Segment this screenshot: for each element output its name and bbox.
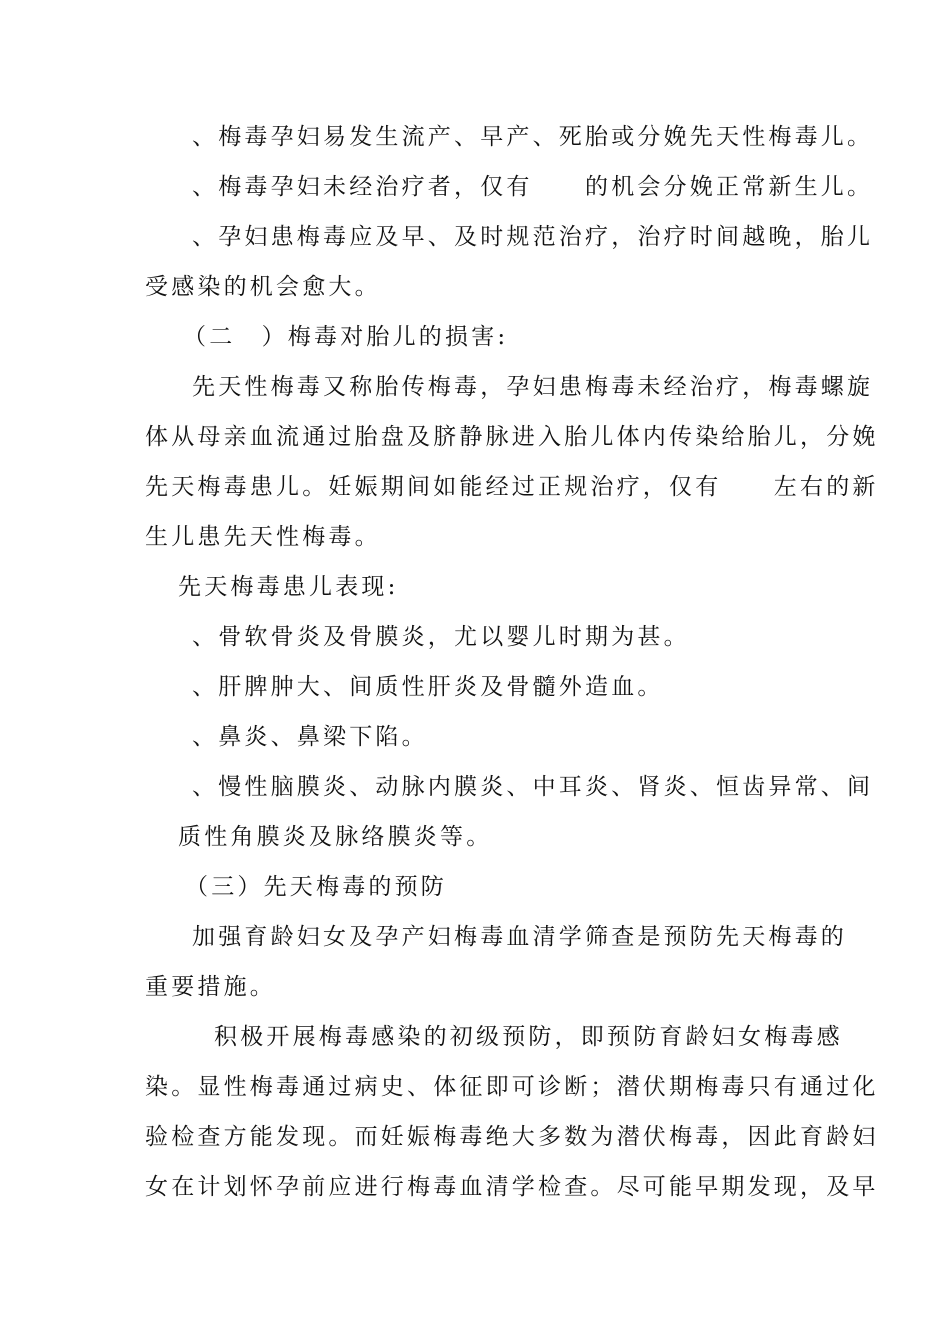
list-item-meningitis: 、慢性脑膜炎、动脉内膜炎、中耳炎、肾炎、恒齿异常、间 xyxy=(192,774,874,800)
paragraph-line: 染。显性梅毒通过病史、体征即可诊断；潜伏期梅毒只有通过化 xyxy=(145,1074,879,1100)
paragraph-line: 积极开展梅毒感染的初级预防，即预防育龄妇女梅毒感 xyxy=(214,1024,843,1050)
paragraph-line: 先天梅毒患儿。妊娠期间如能经过正规治疗，仅有 左右的新 xyxy=(145,474,879,500)
list-item-rhinitis: 、鼻炎、鼻梁下陷。 xyxy=(192,724,428,750)
paragraph-line: 加强育龄妇女及孕产妇梅毒血清学筛查是预防先天梅毒的 xyxy=(192,924,847,950)
list-item-early-treatment: 、孕妇患梅毒应及早、及时规范治疗，治疗时间越晚，胎儿 xyxy=(192,224,874,250)
paragraph-line: 验检查方能发现。而妊娠梅毒绝大多数为潜伏梅毒，因此育龄妇 xyxy=(145,1124,879,1150)
paragraph-line: 受感染的机会愈大。 xyxy=(145,274,381,300)
paragraph-line: 体从母亲血流通过胎盘及脐静脉进入胎儿体内传染给胎儿，分娩 xyxy=(145,424,879,450)
list-item-miscarriage-risk: 、梅毒孕妇易发生流产、早产、死胎或分娩先天性梅毒儿。 xyxy=(192,124,874,150)
paragraph-line: 重要措施。 xyxy=(145,974,276,1000)
paragraph-line: 女在计划怀孕前应进行梅毒血清学检查。尽可能早期发现，及早 xyxy=(145,1174,879,1200)
subheading-symptoms: 先天梅毒患儿表现: xyxy=(178,574,399,600)
paragraph-line: 先天性梅毒又称胎传梅毒，孕妇患梅毒未经治疗，梅毒螺旋 xyxy=(192,374,874,400)
paragraph-line: 质性角膜炎及脉络膜炎等。 xyxy=(178,824,493,850)
list-item-hepatosplenomegaly: 、肝脾肿大、间质性肝炎及骨髓外造血。 xyxy=(192,674,664,700)
section-heading-harm-to-fetus: （二 ）梅毒对胎儿的损害: xyxy=(183,324,509,350)
paragraph-line: 生儿患先天性梅毒。 xyxy=(145,524,381,550)
list-item-untreated-outcome: 、梅毒孕妇未经治疗者，仅有 的机会分娩正常新生儿。 xyxy=(192,174,874,200)
list-item-osteochondritis: 、骨软骨炎及骨膜炎，尤以婴儿时期为甚。 xyxy=(192,624,690,650)
section-heading-prevention: （三）先天梅毒的预防 xyxy=(185,874,447,900)
